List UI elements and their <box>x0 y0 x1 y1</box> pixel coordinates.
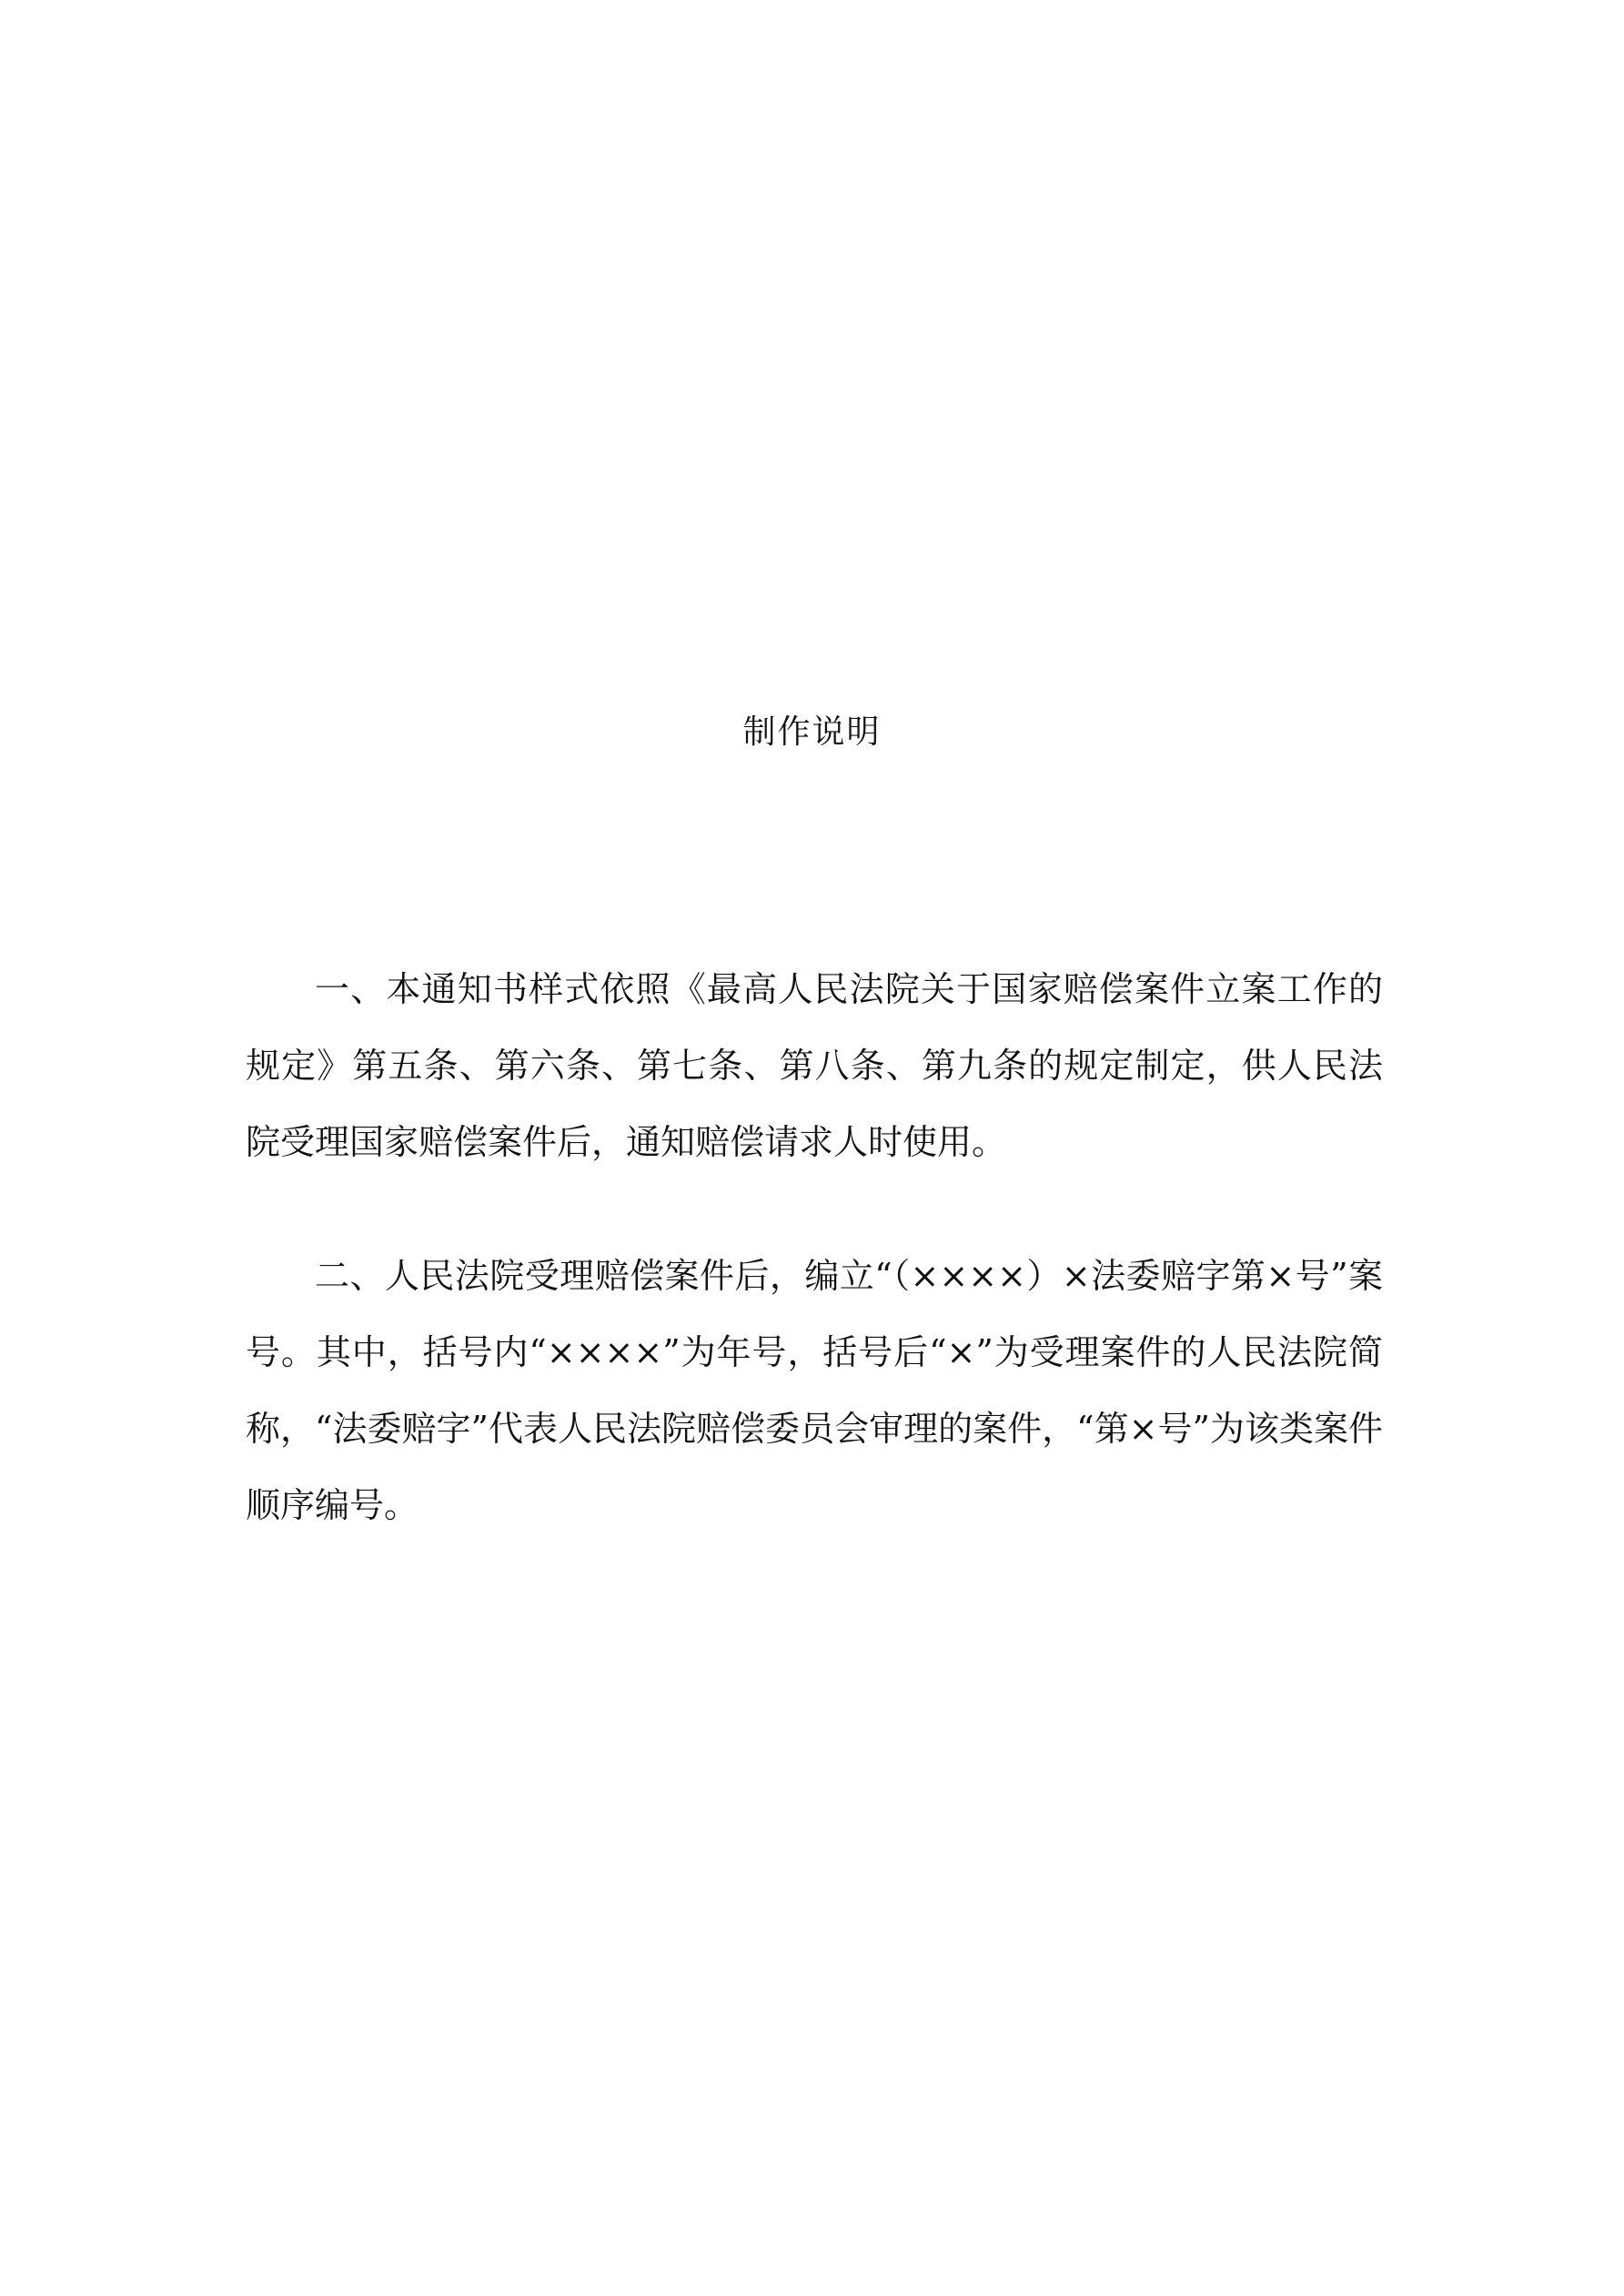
paragraph-2: 二、人民法院受理赔偿案件后，编立“（××××）×法委赔字第×号”案号。其中，括号内“××××”为年号，括号后“×”为受理案件的人民法院简称，“法委赔字”代表人民法院赔偿委员会审理的案件，“第×号”为该类案件顺序编号。 <box>246 1256 1383 1525</box>
document-title: 制作说明 <box>742 713 882 751</box>
paragraph-2-container <box>246 1238 1383 1543</box>
paragraph-1: 一、本通知书样式依照《最高人民法院关于国家赔偿案件立案工作的规定》第五条、第六条、第七条、第八条、第九条的规定制定，供人民法院受理国家赔偿案件后，通知赔偿请求人时使用。 <box>246 969 1383 1162</box>
paragraph-1-container <box>246 951 1383 1180</box>
